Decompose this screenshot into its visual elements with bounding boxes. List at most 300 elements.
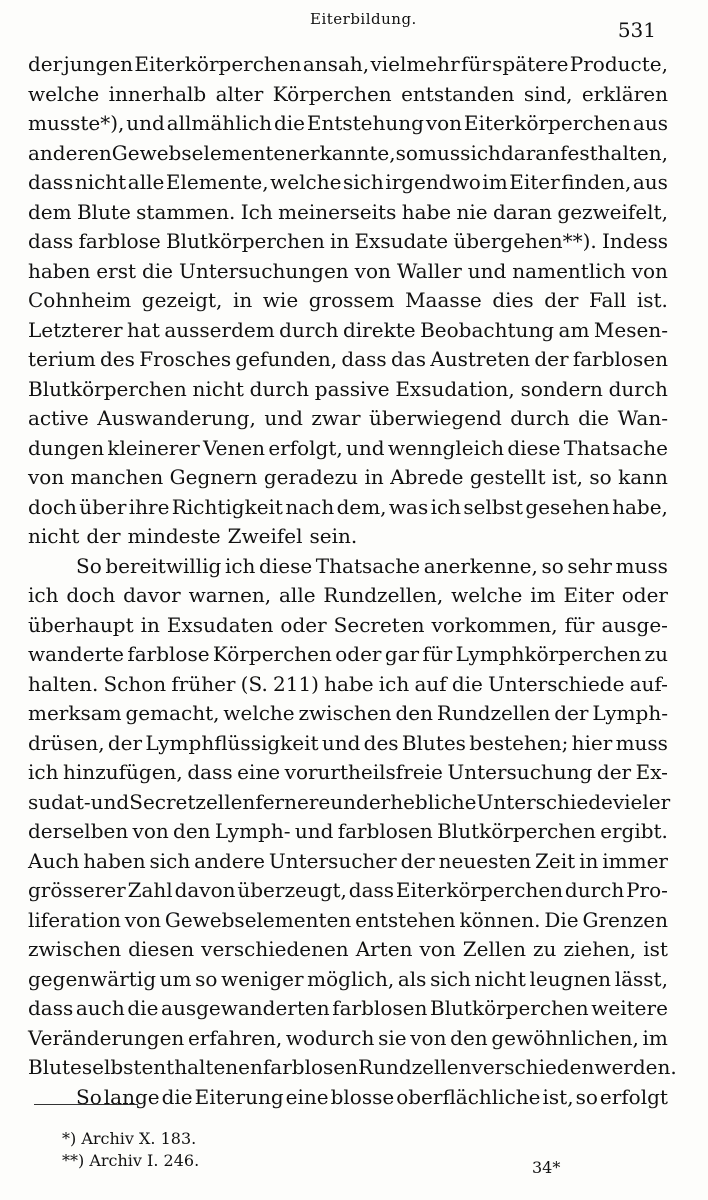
word: daran	[500, 140, 561, 165]
word: Lymph-	[592, 701, 668, 725]
word: Grenzen	[582, 907, 668, 932]
word: sich	[343, 170, 384, 194]
text-line	[28, 198, 668, 228]
word: derselben	[28, 819, 129, 843]
text-line	[28, 227, 668, 257]
word: (S.	[240, 671, 268, 696]
word: hat	[127, 317, 160, 342]
word: daran	[492, 199, 553, 224]
word: Exsudation,	[395, 376, 515, 401]
word: immer	[602, 848, 668, 873]
word: sudat-	[28, 789, 91, 814]
word: hier	[571, 730, 613, 755]
word: Waller	[396, 258, 462, 283]
body-text	[28, 50, 677, 1112]
word: liferation	[28, 907, 121, 932]
word: dass	[28, 229, 74, 253]
word: Körperchen	[272, 81, 392, 106]
word: ausserdem	[164, 317, 275, 342]
word: von	[419, 937, 456, 961]
word: Richtigkeit	[171, 494, 283, 519]
word: Eiter	[563, 583, 614, 607]
word: von	[631, 258, 668, 283]
word: dass	[348, 878, 395, 902]
word: Körperchen	[212, 642, 332, 666]
text-line	[28, 139, 668, 169]
word: und	[321, 730, 361, 755]
word: Die	[544, 907, 579, 932]
word: Producte,	[569, 52, 668, 76]
word: alle	[127, 170, 165, 194]
word: Eiter	[509, 170, 560, 194]
word: weitere	[591, 996, 668, 1020]
word: wenngleich	[387, 435, 505, 460]
word: dungen	[28, 435, 105, 460]
word: andere	[194, 848, 265, 873]
word: nie	[456, 199, 488, 224]
word: Rundzellen	[436, 701, 551, 725]
word: Secreten	[333, 612, 425, 637]
word: wie	[262, 288, 299, 312]
word: so	[541, 553, 564, 578]
word: gefunden,	[235, 347, 338, 371]
word: durch	[510, 406, 570, 430]
text-line	[28, 404, 668, 434]
word: merksam	[28, 701, 122, 725]
word: grossem	[308, 288, 395, 312]
word: ausgewanderten	[161, 996, 330, 1020]
word: sind,	[523, 81, 573, 106]
word: für	[422, 642, 453, 666]
word: von	[354, 258, 391, 283]
word: sich	[149, 848, 191, 873]
word: der	[544, 288, 579, 312]
word: terium	[28, 347, 96, 371]
word: passive	[314, 376, 390, 401]
word: Cohnheim	[28, 288, 132, 312]
word: Abrede	[390, 465, 464, 489]
word: gezweifelt,	[557, 199, 668, 224]
word: selbst	[463, 494, 524, 519]
word: grösserer	[28, 878, 126, 902]
word: Blutkörperchen	[429, 996, 589, 1020]
word: Auswanderung,	[97, 406, 256, 430]
word: möglich,	[307, 966, 395, 991]
running-head	[0, 8, 708, 42]
word: spätere	[492, 52, 569, 76]
word: im	[642, 1025, 668, 1050]
word: oder	[335, 642, 382, 666]
word: nicht	[474, 966, 526, 991]
word: farblosen	[262, 1055, 359, 1079]
word: in	[232, 288, 253, 312]
word: Exsudaten	[166, 612, 274, 637]
word: Eiterung	[194, 1084, 284, 1109]
word: durch	[249, 376, 309, 401]
word: vorurtheilsfreie	[284, 760, 443, 784]
text-line	[28, 788, 671, 818]
word: und	[264, 406, 303, 430]
text-line	[28, 345, 668, 375]
word: erfolgt	[599, 1084, 668, 1109]
word: überhaupt	[28, 612, 134, 637]
text-line	[28, 463, 668, 493]
text-line	[28, 109, 668, 139]
text-line	[28, 1053, 677, 1083]
word: sein.	[309, 524, 358, 548]
word: farblosen	[332, 996, 428, 1020]
word: wodurch	[285, 1025, 375, 1050]
word: ich	[378, 671, 410, 696]
word: stammen.	[136, 199, 236, 224]
word: dass	[341, 347, 387, 371]
word: Ich	[240, 199, 273, 224]
word: der	[400, 848, 435, 873]
word: namentlich	[512, 258, 626, 283]
word: den	[450, 1025, 488, 1050]
word: des	[363, 730, 399, 755]
word: alter	[215, 81, 264, 106]
word: davor	[123, 583, 181, 607]
footnote: *) Archiv X. 183.	[62, 1129, 197, 1148]
word: Exsudate	[354, 229, 449, 253]
word: welche	[451, 583, 523, 607]
word: Unterschiede	[476, 789, 613, 814]
word: jungen	[63, 52, 134, 76]
word: haben	[28, 258, 91, 283]
footnote: **) Archiv I. 246.	[62, 1151, 200, 1170]
word: erkannte,	[298, 140, 396, 165]
word: überwiegend	[369, 406, 502, 430]
word: muss	[615, 730, 668, 755]
word: active	[28, 406, 89, 430]
word: und	[90, 789, 130, 814]
word: bereitwillig	[105, 553, 222, 578]
word: die	[127, 996, 159, 1020]
word: der	[107, 730, 143, 755]
word: gegenwärtig	[28, 966, 156, 991]
word: Eiterkörperchen	[395, 878, 564, 902]
word: vorkommen,	[431, 612, 558, 637]
word: den	[395, 701, 434, 725]
word: Zeit	[535, 848, 576, 873]
word: und	[467, 258, 507, 283]
word: Lymph-	[214, 819, 291, 843]
word: aus	[632, 170, 668, 194]
word: Thatsache	[563, 435, 668, 460]
word: so	[589, 465, 612, 489]
word: und	[330, 789, 369, 814]
word: verschiedenen	[201, 937, 349, 961]
word: Untersucher	[268, 848, 397, 873]
word: auf	[414, 671, 447, 696]
word: drüsen,	[28, 730, 105, 755]
word: zu	[644, 642, 668, 666]
word: als	[397, 966, 427, 991]
word: kleinerer	[107, 435, 200, 460]
word: Letzterer	[28, 317, 123, 342]
word: Zellen	[462, 937, 526, 961]
word: gar	[384, 642, 420, 666]
word: festhalten,	[560, 140, 668, 165]
word: habe	[324, 671, 374, 696]
word: übergehen**).	[453, 229, 597, 253]
word: Blute	[76, 199, 131, 224]
word: nicht	[192, 376, 244, 401]
word: weniger	[221, 966, 304, 991]
text-line	[28, 935, 668, 965]
text-line	[28, 257, 668, 287]
word: sich	[430, 966, 471, 991]
word: im	[530, 583, 556, 607]
word: ist,	[542, 1084, 574, 1109]
word: gesehen	[525, 494, 610, 519]
word: der	[534, 347, 569, 371]
text-line	[28, 168, 668, 198]
word: warnen,	[188, 583, 272, 607]
word: Eiterkörperchen	[134, 52, 302, 76]
text-line	[28, 640, 668, 670]
word: erhebliche	[368, 789, 477, 814]
word: zwischen	[298, 701, 392, 725]
footnotes	[62, 1128, 362, 1172]
word: innerhalb	[108, 81, 207, 106]
word: der	[596, 760, 632, 784]
word: neuesten	[438, 848, 532, 873]
word: finden,	[561, 170, 632, 194]
word: Blutkörperchen	[28, 376, 187, 401]
word: auf-	[629, 671, 668, 696]
word: sondern	[520, 376, 603, 401]
word: der	[86, 524, 121, 548]
word: anderen	[28, 140, 112, 165]
word: nach	[285, 494, 335, 519]
word: entstanden	[401, 81, 515, 106]
word: nicht	[28, 524, 80, 548]
word: auch	[75, 996, 125, 1020]
word: über	[79, 494, 127, 519]
word: hinzufügen,	[63, 760, 183, 784]
word: durch	[608, 376, 668, 401]
word: Untersuchungen	[178, 258, 349, 283]
word: gestellt	[469, 465, 546, 489]
word: oberflächliche	[396, 1084, 541, 1109]
word: Untersuchung	[447, 760, 593, 784]
word: Gegnern	[169, 465, 258, 489]
word: von	[410, 1025, 447, 1050]
word: der	[554, 701, 589, 725]
word: Blutkörperchen	[437, 819, 596, 843]
word: von	[28, 465, 65, 489]
word: Austreten	[430, 347, 531, 371]
word: habe,	[612, 494, 668, 519]
word: So	[76, 553, 102, 578]
word: ist	[643, 937, 668, 961]
word: um	[159, 966, 192, 991]
text-line	[28, 670, 668, 700]
word: ansah,	[302, 52, 370, 76]
word: Blute	[28, 1055, 82, 1079]
word: dem	[28, 199, 72, 224]
word: Zahl	[127, 878, 173, 902]
word: Wan-	[617, 406, 668, 430]
word: in	[364, 465, 384, 489]
word: werden.	[594, 1055, 677, 1079]
word: früher	[171, 671, 236, 696]
word: Gewebselementen	[111, 140, 299, 165]
word: Entstehung	[306, 111, 424, 135]
word: in	[329, 229, 350, 253]
word: verschieden	[471, 1055, 595, 1079]
word: welche	[270, 170, 342, 194]
word: können.	[459, 907, 541, 932]
word: Lymphkörperchen	[455, 642, 642, 666]
word: diese	[259, 553, 313, 578]
text-line	[28, 699, 668, 729]
text-line	[28, 965, 668, 995]
word: lange	[103, 1084, 160, 1109]
text-line	[28, 876, 668, 906]
word: vieler	[612, 789, 671, 814]
word: ich	[224, 553, 256, 578]
word: so	[395, 140, 418, 165]
word: sie	[378, 1025, 407, 1050]
word: entstehen	[355, 907, 456, 932]
word: Beobachtung	[420, 317, 555, 342]
text-line	[28, 906, 668, 936]
word: farblose	[78, 229, 161, 253]
word: anerkenne,	[423, 553, 538, 578]
word: für	[564, 612, 595, 637]
word: fernere	[255, 789, 331, 814]
word: ich	[430, 494, 462, 519]
word: für	[460, 52, 491, 76]
word: oder	[280, 612, 327, 637]
word: habe	[401, 199, 452, 224]
footnote-rule	[34, 1104, 138, 1105]
word: eine	[237, 760, 281, 784]
text-line	[28, 286, 668, 316]
word: in	[140, 612, 160, 637]
word: dies	[492, 288, 534, 312]
text-line	[28, 1024, 668, 1054]
word: durch	[279, 317, 339, 342]
word: ist.	[636, 288, 668, 312]
word: die	[578, 406, 610, 430]
word: direkte	[342, 317, 416, 342]
word: dass	[28, 996, 74, 1020]
word: blosse	[330, 1084, 395, 1109]
word: in	[579, 848, 599, 873]
word: So	[76, 1084, 102, 1109]
text-line	[28, 847, 668, 877]
word: eine	[285, 1084, 329, 1109]
word: Rundzellen	[358, 1055, 472, 1079]
word: davon	[174, 878, 236, 902]
word: doch	[28, 494, 77, 519]
printer-signature-mark: 34*	[532, 1158, 561, 1177]
word: leugnen	[529, 966, 612, 991]
word: ich	[28, 760, 59, 784]
word: Eiterkörperchen	[463, 111, 632, 135]
running-title: Eiterbildung.	[310, 10, 417, 28]
word: zwar	[311, 406, 361, 430]
word: Mesen-	[593, 317, 668, 342]
word: meinerseits	[278, 199, 397, 224]
word: halten.	[28, 671, 99, 696]
word: doch	[66, 583, 116, 607]
word: und	[294, 819, 334, 843]
word: manchen	[70, 465, 164, 489]
word: Fall	[589, 288, 627, 312]
word: das	[390, 347, 426, 371]
word: oder	[621, 583, 668, 607]
word: muss	[418, 140, 471, 165]
text-line	[28, 434, 668, 464]
word: Pro-	[626, 878, 668, 902]
word: kann	[618, 465, 668, 489]
word: Schon	[103, 671, 167, 696]
word: diesen	[128, 937, 195, 961]
word: nicht	[74, 170, 127, 194]
text-line	[28, 552, 668, 582]
word: welche	[223, 701, 295, 725]
word: bestehen;	[469, 730, 569, 755]
word: dass	[28, 170, 74, 194]
word: so	[195, 966, 218, 991]
word: im	[482, 170, 508, 194]
word: Veränderungen	[28, 1025, 185, 1050]
word: die	[161, 1084, 193, 1109]
word: ich	[470, 140, 501, 165]
word: Blutkörperchen	[165, 229, 325, 253]
word: irgendwo	[385, 170, 481, 194]
word: ihre	[128, 494, 170, 519]
text-line	[28, 50, 668, 80]
word: am	[558, 317, 590, 342]
word: farblosen	[337, 819, 433, 843]
word: den	[173, 819, 211, 843]
word: dem,	[336, 494, 387, 519]
word: Auch	[28, 848, 80, 873]
word: enthaltenen	[141, 1055, 263, 1079]
text-line	[28, 1083, 668, 1113]
word: aus	[632, 111, 668, 135]
word: welche	[28, 81, 100, 106]
text-line	[28, 758, 668, 788]
word: Lymphflüssigkeit	[145, 730, 319, 755]
word: und	[126, 111, 165, 135]
word: Unterschiede	[488, 671, 625, 696]
word: ausge-	[601, 612, 668, 637]
text-line	[28, 316, 668, 346]
text-line	[28, 611, 668, 641]
word: lässt,	[614, 966, 668, 991]
word: gewöhnlichen,	[491, 1025, 639, 1050]
page-number: 531	[617, 18, 656, 42]
word: von	[425, 111, 463, 135]
word: so	[575, 1084, 598, 1109]
word: sehr	[567, 553, 612, 578]
word: geradezu	[263, 465, 359, 489]
text-line	[28, 80, 668, 110]
word: allmählich	[166, 111, 273, 135]
text-line	[28, 729, 668, 759]
word: gezeigt,	[141, 288, 223, 312]
word: ergibt.	[600, 819, 668, 843]
word: die	[141, 258, 174, 283]
word: Rundzellen,	[323, 583, 444, 607]
